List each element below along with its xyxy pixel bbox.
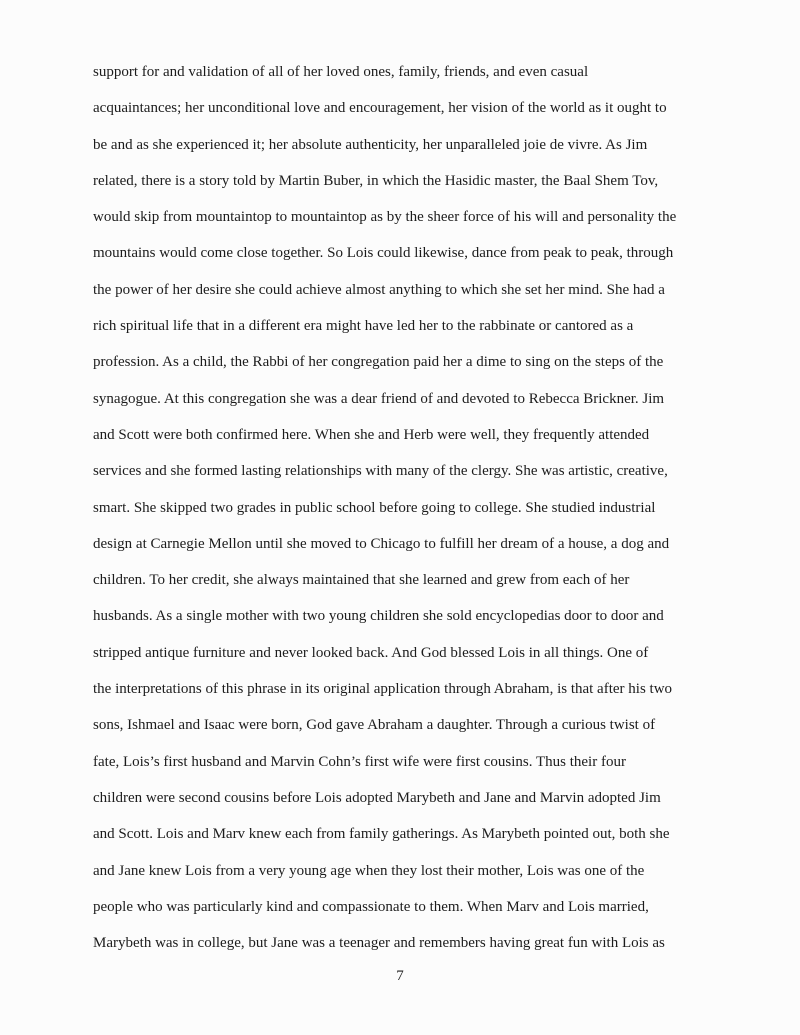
text-line: rich spiritual life that in a different era might have led her to the rabbinate or cantored as a bbox=[93, 318, 634, 335]
text-line: design at Carnegie Mellon until she moved to Chicago to fulfill her dream of a house, a dog and bbox=[93, 535, 670, 552]
text-line: Marybeth was in college, but Jane was a teenager and remembers having great fun with Lois as bbox=[93, 935, 665, 952]
text-line: stripped antique furniture and never looked back. And God blessed Lois in all things. One of bbox=[93, 644, 649, 661]
text-line: and Jane knew Lois from a very young age when they lost their mother, Lois was one of the bbox=[93, 862, 645, 879]
text-line: the power of her desire she could achieve almost anything to which she set her mind. She had a bbox=[93, 281, 665, 298]
text-line: and Scott. Lois and Marv knew each from family gatherings. As Marybeth pointed out, both she bbox=[93, 826, 670, 843]
text-line: fate, Lois’s first husband and Marvin Cohn’s first wife were first cousins. Thus their four bbox=[93, 753, 626, 770]
text-line: and Scott were both confirmed here. When she and Herb were well, they frequently attended bbox=[93, 426, 650, 443]
text-line: children were second cousins before Lois adopted Marybeth and Jane and Marvin adopted Jim bbox=[93, 789, 661, 806]
page-number: 7 bbox=[396, 968, 404, 984]
text-line: acquaintances; her unconditional love and encouragement, her vision of the world as it ought to bbox=[93, 100, 667, 117]
text-line: synagogue. At this congregation she was a dear friend of and devoted to Rebecca Brickner. Jim bbox=[93, 390, 665, 407]
text-line: husbands. As a single mother with two young children she sold encyclopedias door to door and bbox=[93, 608, 664, 625]
text-line: sons, Ishmael and Isaac were born, God gave Abraham a daughter. Through a curious twist of bbox=[93, 717, 656, 734]
text-line: be and as she experienced it; her absolute authenticity, her unparalleled joie de vivre. As Jim bbox=[93, 136, 648, 153]
text-line: mountains would come close together. So Lois could likewise, dance from peak to peak, through bbox=[93, 245, 674, 262]
text-line: services and she formed lasting relationships with many of the clergy. She was artistic, creative, bbox=[93, 463, 668, 480]
text-line: children. To her credit, she always maintained that she learned and grew from each of her bbox=[93, 572, 630, 589]
text-line: people who was particularly kind and compassionate to them. When Marv and Lois married, bbox=[93, 898, 649, 915]
text-line: the interpretations of this phrase in its original application through Abraham, is that after his two bbox=[93, 681, 673, 698]
text-line: smart. She skipped two grades in public school before going to college. She studied industrial bbox=[93, 499, 656, 516]
text-line: would skip from mountaintop to mountaintop as by the sheer force of his will and personality the bbox=[93, 209, 677, 226]
body-text bbox=[93, 58, 783, 965]
text-line: profession. As a child, the Rabbi of her congregation paid her a dime to sing on the steps of the bbox=[93, 354, 664, 371]
text-line: support for and validation of all of her loved ones, family, friends, and even casual bbox=[93, 64, 589, 80]
text-line: related, there is a story told by Martin Buber, in which the Hasidic master, the Baal Shem Tov, bbox=[93, 172, 659, 189]
